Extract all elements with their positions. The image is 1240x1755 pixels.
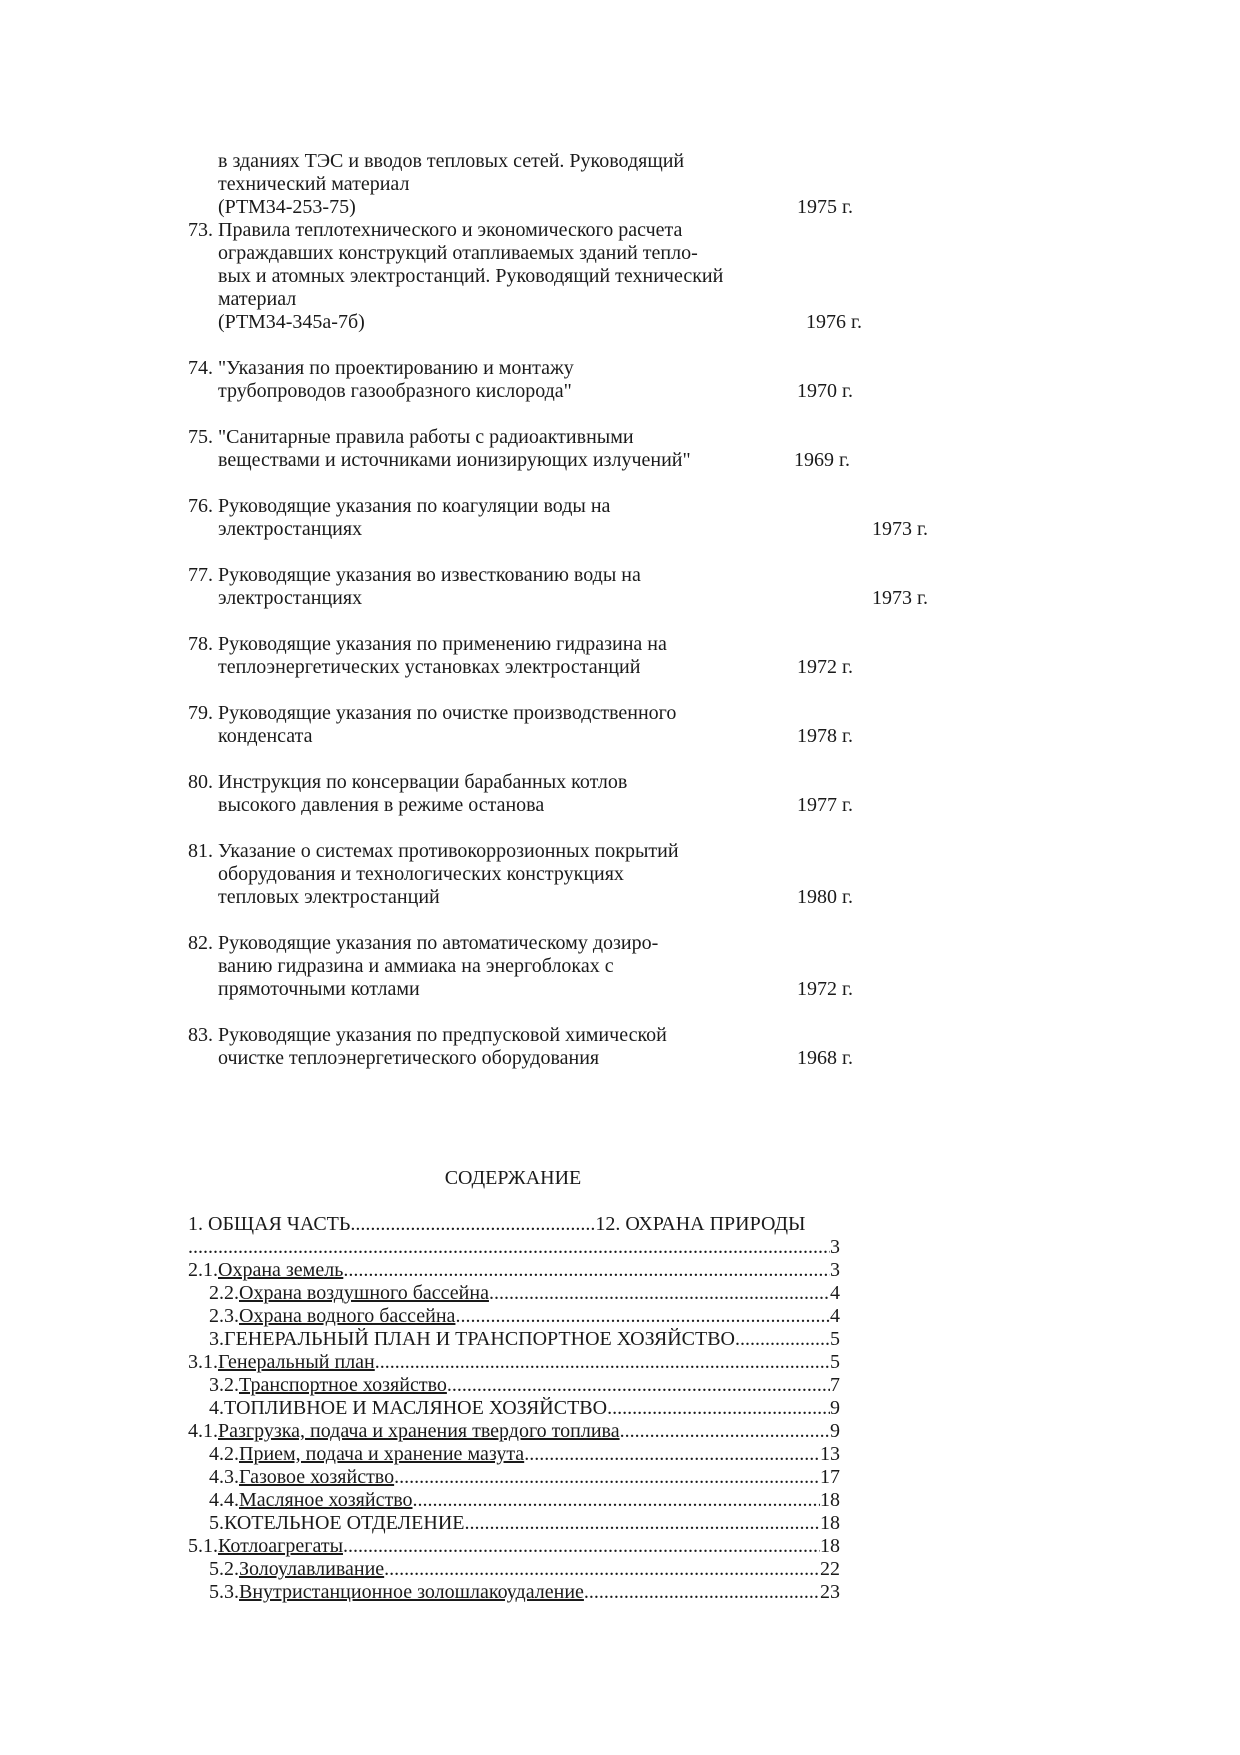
toc-first-line: 1. ОБЩАЯ ЧАСТЬ.................................................12. ОХРАНА ПРИРОДЫ (188, 1213, 806, 1235)
toc-row-3 (209, 1328, 840, 1351)
reference-carry-year: 1975 г. (797, 196, 853, 218)
reference-74-line-2: трубопроводов газообразного кислорода" (218, 380, 572, 402)
toc-leader-dots (343, 1259, 830, 1282)
reference-80-line-2: высокого давления в режиме останова (218, 794, 545, 816)
reference-carry-line-2: технический материал (218, 173, 410, 195)
toc-row-4 (209, 1397, 840, 1420)
reference-73-year: 1976 г. (806, 311, 862, 333)
toc-section-title: ТОПЛИВНОЕ И МАСЛЯНОЕ ХОЗЯЙСТВО (224, 1397, 608, 1419)
reference-carry-line-3: (РТМ34-253-75) (218, 196, 356, 218)
reference-76-line-1: 76. Руководящие указания по коагуляции воды на (188, 495, 611, 517)
toc-row-number: 3.2. (209, 1374, 239, 1396)
toc-row-number: 3. (209, 1328, 224, 1350)
toc-row-2-2[interactable] (209, 1282, 840, 1305)
reference-76-line-2: электростанциях (218, 518, 363, 540)
toc-row-number: 5.1. (188, 1535, 218, 1557)
toc-link-transport[interactable]: Транспортное хозяйство (239, 1374, 447, 1396)
reference-81-year: 1980 г. (797, 886, 853, 908)
reference-82-line-1: 82. Руководящие указания по автоматическому дозиро- (188, 932, 659, 954)
reference-82-year: 1972 г. (797, 978, 853, 1000)
toc-row-5 (209, 1512, 840, 1535)
toc-row-number: 2.3. (209, 1305, 239, 1327)
toc-leader-dots (465, 1512, 821, 1535)
reference-80-year: 1977 г. (797, 794, 853, 816)
toc-page-number: 18 (820, 1535, 840, 1557)
toc-row-number: 2.2. (209, 1282, 239, 1304)
reference-73-line-1: 73. Правила теплотехнического и экономического расчета (188, 219, 683, 241)
reference-81-line-2: оборудования и технологических конструкциях (218, 863, 624, 885)
toc-row-number: 5.3. (209, 1581, 239, 1603)
reference-75-line-2: веществами и источниками ионизирующих излучений" (218, 449, 691, 471)
toc-link-general-plan[interactable]: Генеральный план (218, 1351, 375, 1373)
reference-79-line-2: конденсата (218, 725, 313, 747)
toc-page-number: 5 (830, 1328, 840, 1350)
toc-page-number: 9 (830, 1397, 840, 1419)
reference-78-year: 1972 г. (797, 656, 853, 678)
toc-page-number: 3 (830, 1236, 840, 1258)
toc-page-number: 7 (830, 1374, 840, 1396)
toc-row-number: 2.1. (188, 1259, 218, 1281)
toc-link-water-basin[interactable]: Охрана водного бассейна (239, 1305, 456, 1327)
toc-page-number: 4 (830, 1282, 840, 1304)
toc-link-fuel-oil[interactable]: Прием, подача и хранение мазута (239, 1443, 525, 1465)
toc-page-number: 4 (830, 1305, 840, 1327)
reference-carry-line-1: в зданиях ТЭС и вводов тепловых сетей. Руководящий (218, 150, 685, 172)
toc-row-4-3[interactable] (209, 1466, 840, 1489)
toc-leader-dots (524, 1443, 820, 1466)
toc-row-4-4[interactable] (209, 1489, 840, 1512)
toc-row-4-1[interactable] (188, 1420, 840, 1443)
toc-leader-dots (447, 1374, 830, 1397)
toc-link-ash-removal[interactable]: Внутристанционное золошлакоудаление (239, 1581, 584, 1603)
toc-row-4-2[interactable] (209, 1443, 840, 1466)
toc-row-5-2[interactable] (209, 1558, 840, 1581)
toc-section-title: ГЕНЕРАЛЬНЫЙ ПЛАН И ТРАНСПОРТНОЕ ХОЗЯЙСТВО (224, 1328, 735, 1350)
toc-leader-dots (343, 1535, 820, 1558)
toc-leader-dots (375, 1351, 830, 1374)
toc-leader-dots (188, 1236, 830, 1259)
reference-81-line-3: тепловых электростанций (218, 886, 440, 908)
toc-row-number: 4.1. (188, 1420, 218, 1442)
toc-leader-dots (413, 1489, 820, 1512)
toc-section-title: КОТЕЛЬНОЕ ОТДЕЛЕНИЕ (224, 1512, 465, 1534)
toc-leader-dots (384, 1558, 820, 1581)
toc-link-boilers[interactable]: Котлоагрегаты (218, 1535, 343, 1557)
reference-73-line-3: вых и атомных электростанций. Руководящий технический (218, 265, 724, 287)
reference-81-line-1: 81. Указание о системах противокоррозионных покрытий (188, 840, 679, 862)
toc-row-5-3[interactable] (209, 1581, 840, 1604)
reference-75-year: 1969 г. (794, 449, 850, 471)
toc-page-number: 9 (830, 1420, 840, 1442)
toc-page-number: 3 (830, 1259, 840, 1281)
toc-page-number: 18 (820, 1489, 840, 1511)
reference-76-year: 1973 г. (872, 518, 928, 540)
toc-row-number: 5. (209, 1512, 224, 1534)
toc-row-number: 5.2. (209, 1558, 239, 1580)
toc-title: СОДЕРЖАНИЕ (444, 1167, 582, 1189)
toc-leader-dots (607, 1397, 830, 1420)
toc-page-number: 22 (820, 1558, 840, 1580)
reference-78-line-1: 78. Руководящие указания по применению гидразина на (188, 633, 667, 655)
toc-row-number: 4. (209, 1397, 224, 1419)
toc-link-ash-collection[interactable]: Золоулавливание (239, 1558, 385, 1580)
toc-row-3-2[interactable] (209, 1374, 840, 1397)
toc-page-number: 17 (820, 1466, 840, 1488)
reference-77-line-1: 77. Руководящие указания во известкованию воды на (188, 564, 641, 586)
toc-page-number: 13 (820, 1443, 840, 1465)
reference-73-line-4: материал (218, 288, 297, 310)
reference-79-year: 1978 г. (797, 725, 853, 747)
toc-leader-dots (735, 1328, 830, 1351)
reference-77-year: 1973 г. (872, 587, 928, 609)
toc-link-air-basin[interactable]: Охрана воздушного бассейна (239, 1282, 489, 1304)
reference-79-line-1: 79. Руководящие указания по очистке производственного (188, 702, 677, 724)
reference-78-line-2: теплоэнергетических установках электростанций (218, 656, 641, 678)
toc-row-number: 3.1. (188, 1351, 218, 1373)
reference-83-line-2: очистке теплоэнергетического оборудования (218, 1047, 600, 1069)
toc-leader-dots (455, 1305, 830, 1328)
toc-page-number: 23 (820, 1581, 840, 1603)
toc-leader-dots (489, 1282, 830, 1305)
reference-74-year: 1970 г. (797, 380, 853, 402)
reference-80-line-1: 80. Инструкция по консервации барабанных котлов (188, 771, 628, 793)
toc-page-number: 5 (830, 1351, 840, 1373)
toc-row-number: 4.4. (209, 1489, 239, 1511)
reference-83-year: 1968 г. (797, 1047, 853, 1069)
reference-73-line-5: (РТМ34-345а-7б) (218, 311, 365, 333)
toc-link-gas[interactable]: Газовое хозяйство (239, 1466, 395, 1488)
toc-row-2-1[interactable] (188, 1259, 840, 1282)
toc-leader-dots (584, 1581, 820, 1604)
reference-74-line-1: 74. "Указания по проектированию и монтажу (188, 357, 574, 379)
toc-row-2-3[interactable] (209, 1305, 840, 1328)
toc-leader-dots (620, 1420, 830, 1443)
toc-row-5-1[interactable] (188, 1535, 840, 1558)
toc-link-solid-fuel[interactable]: Разгрузка, подача и хранения твердого топлива (218, 1420, 620, 1442)
reference-82-line-3: прямоточными котлами (218, 978, 420, 1000)
toc-row-number: 4.3. (209, 1466, 239, 1488)
toc-leader-dots (394, 1466, 820, 1489)
toc-page-number: 18 (820, 1512, 840, 1534)
toc-row-3-1[interactable] (188, 1351, 840, 1374)
toc-link-land-protection[interactable]: Охрана земель (218, 1259, 344, 1281)
reference-82-line-2: ванию гидразина и аммиака на энергоблоках с (218, 955, 614, 977)
reference-83-line-1: 83. Руководящие указания по предпусковой химической (188, 1024, 667, 1046)
toc-row-dots-3 (188, 1236, 840, 1259)
toc-row-number: 4.2. (209, 1443, 239, 1465)
reference-77-line-2: электростанциях (218, 587, 363, 609)
reference-75-line-1: 75. "Санитарные правила работы с радиоактивными (188, 426, 634, 448)
toc-link-oil[interactable]: Масляное хозяйство (239, 1489, 413, 1511)
reference-73-line-2: ограждавших конструкций отапливаемых зданий тепло- (218, 242, 698, 264)
